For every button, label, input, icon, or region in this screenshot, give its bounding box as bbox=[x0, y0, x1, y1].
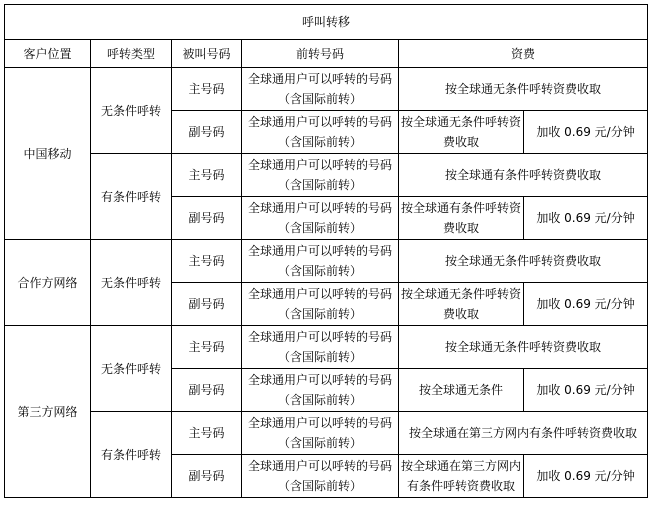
called-number-cell: 副号码 bbox=[172, 455, 242, 498]
fee-base-cell: 按全球通在第三方网内有条件呼转资费收取 bbox=[399, 455, 524, 498]
forward-number-line1: 全球通用户可以呼转的号码 bbox=[247, 459, 392, 473]
fee-cell: 按全球通有条件呼转资费收取 bbox=[399, 154, 648, 197]
called-number-cell: 副号码 bbox=[172, 283, 242, 326]
location-cell: 第三方网络 bbox=[5, 326, 91, 498]
call-forwarding-table bbox=[4, 4, 648, 498]
called-number-cell: 主号码 bbox=[172, 412, 242, 455]
forward-number-line2: （含国际前转） bbox=[277, 264, 362, 278]
table-row bbox=[5, 154, 648, 197]
fee-cell: 按全球通无条件呼转资费收取 bbox=[399, 326, 648, 369]
forward-number-line1: 全球通用户可以呼转的号码 bbox=[247, 373, 392, 387]
location-cell: 合作方网络 bbox=[5, 240, 91, 326]
forward-number-line2: （含国际前转） bbox=[277, 350, 362, 364]
forward-number-line1: 全球通用户可以呼转的号码 bbox=[247, 330, 392, 344]
header-forward-type: 呼转类型 bbox=[91, 40, 172, 68]
fee-base-cell: 按全球通无条件呼转资费收取 bbox=[399, 111, 524, 154]
called-number-cell: 主号码 bbox=[172, 68, 242, 111]
called-number-cell: 主号码 bbox=[172, 326, 242, 369]
forward-number-line2: （含国际前转） bbox=[277, 221, 362, 235]
forward-number-cell bbox=[242, 68, 399, 111]
header-forward-number: 前转号码 bbox=[242, 40, 399, 68]
forward-number-line2: （含国际前转） bbox=[277, 393, 362, 407]
fee-surcharge-cell: 加收 0.69 元/分钟 bbox=[524, 283, 648, 326]
forward-number-line2: （含国际前转） bbox=[277, 135, 362, 149]
forward-number-line2: （含国际前转） bbox=[277, 178, 362, 192]
table-row bbox=[5, 412, 648, 455]
table-row bbox=[5, 326, 648, 369]
fee-base-cell: 按全球通有条件呼转资费收取 bbox=[399, 197, 524, 240]
fee-surcharge-cell: 加收 0.69 元/分钟 bbox=[524, 369, 648, 412]
fee-cell: 按全球通无条件呼转资费收取 bbox=[399, 68, 648, 111]
forward-type-cell: 有条件呼转 bbox=[91, 154, 172, 240]
forward-number-cell bbox=[242, 197, 399, 240]
forward-number-cell bbox=[242, 283, 399, 326]
fee-cell: 按全球通在第三方网内有条件呼转资费收取 bbox=[399, 412, 648, 455]
forward-type-cell: 无条件呼转 bbox=[91, 240, 172, 326]
header-called-number: 被叫号码 bbox=[172, 40, 242, 68]
called-number-cell: 主号码 bbox=[172, 240, 242, 283]
location-cell: 中国移动 bbox=[5, 68, 91, 240]
called-number-cell: 副号码 bbox=[172, 369, 242, 412]
fee-surcharge-cell: 加收 0.69 元/分钟 bbox=[524, 111, 648, 154]
forward-number-line2: （含国际前转） bbox=[277, 307, 362, 321]
forward-number-cell bbox=[242, 369, 399, 412]
forward-type-cell: 无条件呼转 bbox=[91, 68, 172, 154]
forward-number-line1: 全球通用户可以呼转的号码 bbox=[247, 72, 392, 86]
forward-number-cell bbox=[242, 455, 399, 498]
forward-number-line1: 全球通用户可以呼转的号码 bbox=[247, 416, 392, 430]
table-title: 呼叫转移 bbox=[5, 5, 648, 40]
forward-number-cell bbox=[242, 154, 399, 197]
forward-number-line2: （含国际前转） bbox=[277, 92, 362, 106]
forward-number-cell bbox=[242, 240, 399, 283]
forward-type-cell: 无条件呼转 bbox=[91, 326, 172, 412]
called-number-cell: 副号码 bbox=[172, 197, 242, 240]
call-forwarding-table-wrapper bbox=[4, 4, 648, 498]
called-number-cell: 副号码 bbox=[172, 111, 242, 154]
table-row bbox=[5, 240, 648, 283]
header-location: 客户位置 bbox=[5, 40, 91, 68]
forward-number-line2: （含国际前转） bbox=[277, 436, 362, 450]
fee-base-cell: 按全球通无条件呼转资费收取 bbox=[399, 283, 524, 326]
table-row bbox=[5, 68, 648, 111]
forward-number-cell bbox=[242, 111, 399, 154]
header-fee: 资费 bbox=[399, 40, 648, 68]
forward-number-line1: 全球通用户可以呼转的号码 bbox=[247, 115, 392, 129]
fee-base-cell: 按全球通无条件 bbox=[399, 369, 524, 412]
forward-number-cell bbox=[242, 326, 399, 369]
forward-number-line1: 全球通用户可以呼转的号码 bbox=[247, 244, 392, 258]
fee-cell: 按全球通无条件呼转资费收取 bbox=[399, 240, 648, 283]
forward-number-line1: 全球通用户可以呼转的号码 bbox=[247, 287, 392, 301]
forward-number-cell bbox=[242, 412, 399, 455]
forward-type-cell: 有条件呼转 bbox=[91, 412, 172, 498]
fee-surcharge-cell: 加收 0.69 元/分钟 bbox=[524, 197, 648, 240]
forward-number-line2: （含国际前转） bbox=[277, 479, 362, 493]
forward-number-line1: 全球通用户可以呼转的号码 bbox=[247, 201, 392, 215]
fee-surcharge-cell: 加收 0.69 元/分钟 bbox=[524, 455, 648, 498]
called-number-cell: 主号码 bbox=[172, 154, 242, 197]
forward-number-line1: 全球通用户可以呼转的号码 bbox=[247, 158, 392, 172]
